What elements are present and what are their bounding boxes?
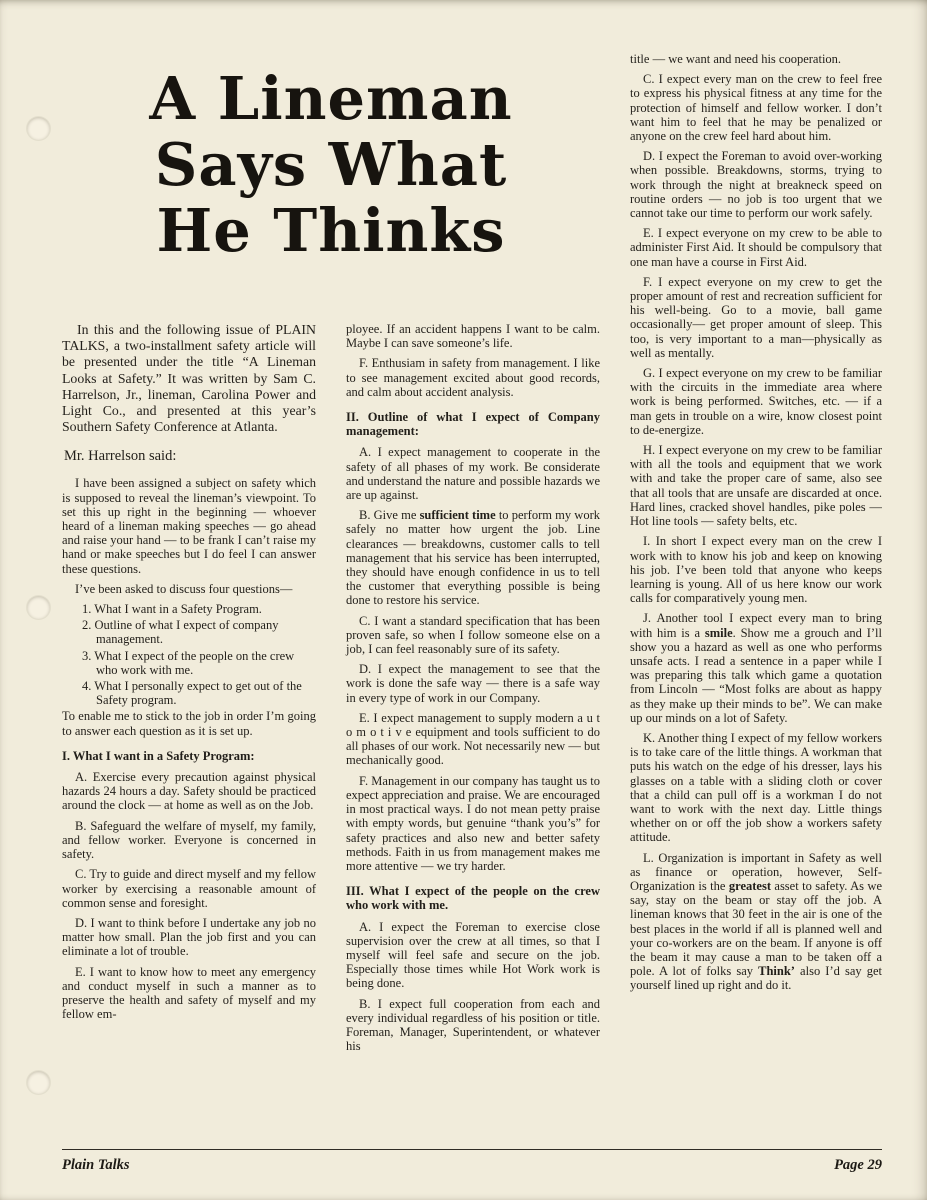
footer-publication-name: Plain Talks: [62, 1157, 130, 1173]
footer-page-number: Page 29: [834, 1157, 882, 1173]
column-2: [346, 322, 600, 1128]
article-title: [62, 0, 600, 264]
column-3: [630, 0, 882, 1128]
paragraph: E. I expect everyone on my crew to be able to administer First Aid. It should be compulsory that one man have a course in First Aid.: [630, 226, 882, 269]
left-two-column-area: [62, 0, 600, 1128]
paragraph: I have been assigned a subject on safety which is supposed to reveal the lineman’s viewpoint. To set this up right in the beginning — whoever heard of a lineman making speeches — go ahead and raise your hand — to be frank I can’t raise my hand or make speeches but I do feel I can answer these questions.: [62, 476, 316, 576]
paragraph: C. I want a standard specification that has been proven safe, so when I follow someone else on a job, I can feel reasonably sure of its safety.: [346, 613, 600, 657]
page-footer: [62, 1149, 882, 1174]
section-heading: I. What I want in a Safety Program:: [62, 748, 255, 763]
paragraph: ployee. If an accident happens I want to be calm. Maybe I can save someone’s life.: [346, 322, 600, 351]
paragraph: F. I expect everyone on my crew to get the proper amount of rest and recreation sufficient for his well-being. Go to a movie, ball game occasionally— get proper amount of sleep. This too, is very important to a man—physically as well as mentally.: [630, 274, 882, 360]
body-columns-1-2: [62, 322, 600, 1128]
paragraph: J. Another tool I expect every man to bring with him is a smile. Show me a grouch and I’ll show you a hazard as well as one who performs unsafe acts. I read a sentence in a paper while I was preparing this talk which game a quotation from Lincoln — “Most folks are about as happy as they make up their minds to be”. We can make up our minds on a lot of Safety.: [630, 611, 882, 725]
list-item: 1. What I want in a Safety Program.: [82, 602, 262, 617]
list-item: 3. What I expect of the people on the crew who work with me.: [82, 648, 295, 677]
paragraph: B. Safeguard the welfare of myself, my family, and fellow worker. Everyone is concerned in safety.: [62, 818, 316, 862]
paragraph: In this and the following issue of PLAIN TALKS, a two-installment safety article will be presented under the title “A Lineman Looks at Safety.” It was written by Sam C. Harrelson, Jr., lineman, Carolina Power and Light Co., and presented at this year’s Southern Safety Conference at Atlanta.: [62, 322, 316, 435]
paragraph: I’ve been asked to discuss four questions—: [75, 581, 293, 596]
paragraph: G. I expect everyone on my crew to be familiar with the circuits in the immediate area where work is being performed. Switches, etc. — if a man gets in trouble on a wire, know closest point to de-energize.: [630, 366, 882, 437]
paragraph: B. Give me sufficient time to perform my work safely no matter how urgent the job. Line clearances — breakdowns, customer calls to tell management that his service has been interrupted, they should have enough confidence in us to tell the customer that everything possible is being done to restore his service.: [346, 508, 600, 608]
paragraph: F. Management in our company has taught us to expect appreciation and praise. We are encouraged in most practical ways. I do not mean petty praise with empty words, but genuine “thank you’s” for safety practices and also new and better safety methods. Faith in us from management makes me more attentive — we try harder.: [346, 773, 600, 873]
paragraph: I. In short I expect every man on the crew I work with to know his job and keep on knowing his job. I’ve been told that anyone who keeps learning is young. All of us here know our work calls for comparatively young men.: [630, 534, 882, 606]
article-title-line-3: He Thinks: [156, 196, 506, 265]
paragraph: C. Try to guide and direct myself and my fellow worker by exercising a reasonable amount of common sense and foresight.: [62, 867, 316, 910]
paragraph: A. Exercise every precaution against physical hazards 24 hours a day. Safety should be practiced around the clock — at home as well as on the Job.: [62, 770, 316, 813]
paragraph: A. I expect the Foreman to exercise close supervision over the crew at all times, so that I myself will feel safe and secure on the job. Especially those times while Hot Work work is being done.: [346, 919, 600, 991]
punch-hole: [27, 117, 50, 140]
paragraph: L. Organization is important in Safety as well as finance or operation, however, Self-Organization is the greatest asset to safety. As we say, stay on the beam or stay off the job. A lineman knows that 30 feet in the air is one of the best places in the world if all is planned well and your co-workers are on the beam. If anyone is off the beam it may cause a man to be taken off a pole. A lot of folks say Think’ also I’d say get yourself lined up right and do it.: [630, 850, 882, 993]
list-item: 2. Outline of what I expect of company management.: [82, 618, 279, 647]
list-item: 4. What I personally expect to get out of the Safety program.: [82, 679, 302, 708]
paragraph: B. I expect full cooperation from each and every individual regardless of his position or title. Foreman, Manager, Superintendent, or whatever his: [346, 996, 600, 1054]
paragraph: H. I expect everyone on my crew to be familiar with all the tools and equipment that we work with and take the proper care of same, also see that all tools that are unsafe are discarded at once. Hard lines, cracked shovel handles, pike poles — Hot line tools — safety belts, etc.: [630, 443, 882, 529]
article-title-line-2: Says What: [154, 130, 508, 199]
paragraph: E. I expect management to supply modern a u t o m o t i v e equipment and tools sufficient to do all phases of our work. Not necessarily new — but mechanically good.: [346, 710, 600, 768]
paragraph: D. I expect the Foreman to avoid over-working when possible. Breakdowns, storms, trying to work through the night at breakneck speed on routine orders — no job is too urgent that we cannot take our time to perform our work safely.: [630, 149, 882, 221]
paragraph: title — we want and need his cooperation.: [630, 52, 842, 66]
column-1: [62, 322, 316, 1128]
paragraph: K. Another thing I expect of my fellow workers is to take care of the little things. A workman that puts his watch on the edge of his dresser, lays his glasses on a table with a sliding cloth or cover that a child can pull off is a workman I do not want to work with the next day. Little things whether on or off the job show a workers safety attitude.: [630, 730, 882, 845]
section-heading: III. What I expect of the people on the crew who work with me.: [346, 884, 600, 913]
paragraph: F. Enthusiam in safety from management. I like to see management excited about good records, and calm about accident analysis.: [346, 356, 600, 399]
page-content: [62, 0, 882, 1128]
byline: Mr. Harrelson said:: [64, 448, 177, 465]
paragraph: C. I expect every man on the crew to feel free to express his physical fitness at any time for the protection of himself and fellow worker. I don’t want him to feel that he may be penalized or anyone on the crew feel hard about him.: [630, 72, 882, 144]
section-heading: II. Outline of what I expect of Company management:: [346, 410, 600, 439]
punch-hole: [27, 596, 50, 619]
paragraph: To enable me to stick to the job in order I’m going to answer each question as it is set up.: [62, 709, 316, 738]
paragraph: E. I want to know how to meet any emergency and conduct myself in such a manner as to preserve the health and safety of myself and my fellow em-: [62, 964, 316, 1022]
article-title-line-1: A Lineman: [149, 64, 513, 133]
paragraph: D. I want to think before I undertake any job no matter how small. Plan the job first and you can eliminate a lot of trouble.: [62, 915, 316, 959]
paragraph: D. I expect the management to see that the work is done the safe way — there is a safe way in every type of work in our Company.: [346, 662, 600, 705]
paragraph: A. I expect management to cooperate in the safety of all phases of my work. Be considerate and understand the nature and possible hazards we are up against.: [346, 445, 600, 503]
punch-hole: [27, 1071, 50, 1094]
